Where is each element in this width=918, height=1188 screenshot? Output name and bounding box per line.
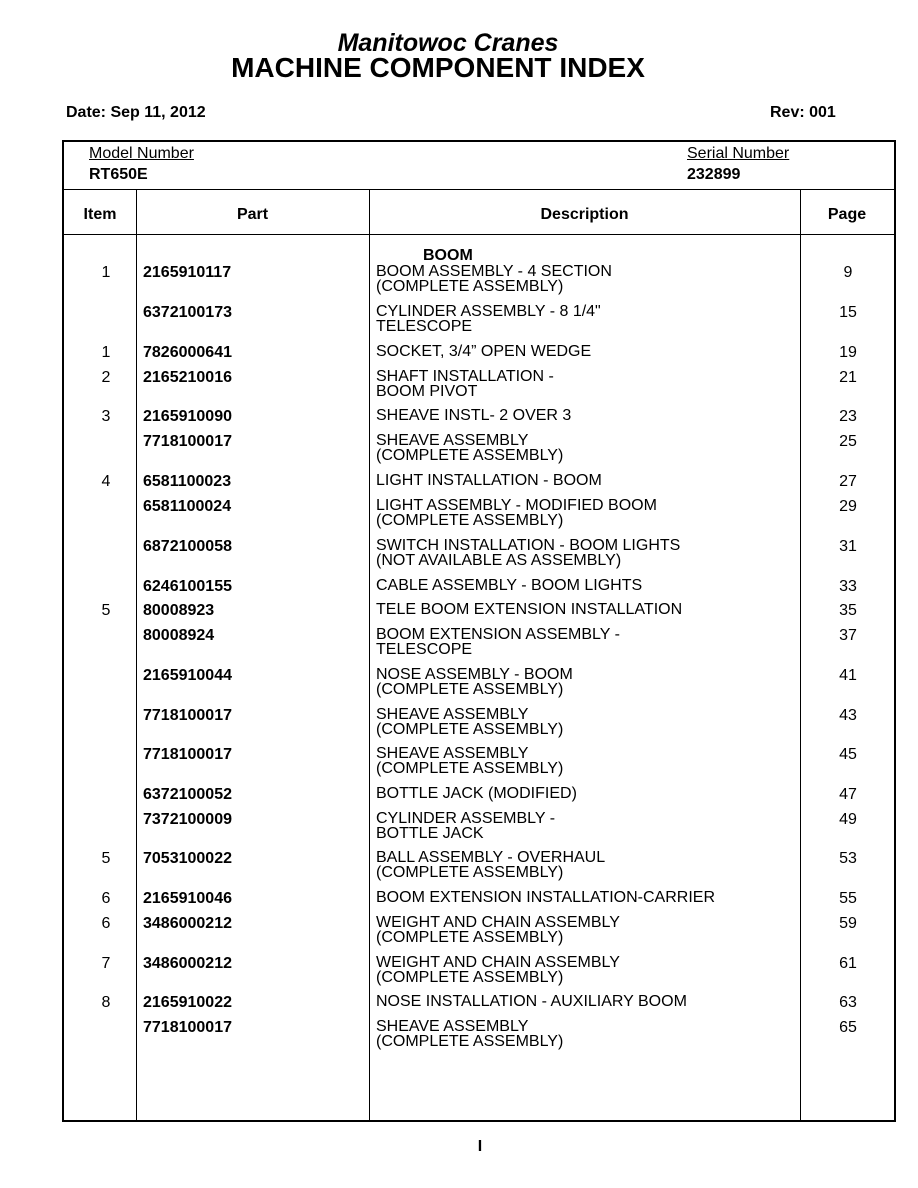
column-header-divider bbox=[64, 234, 894, 235]
model-number-value: RT650E bbox=[89, 166, 148, 183]
part-number: 7718100017 bbox=[143, 433, 232, 450]
model-number-label: Model Number bbox=[89, 145, 194, 162]
description-line: BOOM ASSEMBLY - 4 SECTION bbox=[376, 263, 612, 280]
description bbox=[376, 408, 806, 423]
item-number: 1 bbox=[101, 344, 111, 361]
part-number: 2165910046 bbox=[143, 890, 232, 907]
description bbox=[376, 369, 806, 399]
page-reference: 45 bbox=[839, 746, 857, 763]
description-line: BOOM EXTENSION INSTALLATION-CARRIER bbox=[376, 889, 716, 906]
page-reference: 59 bbox=[839, 915, 857, 932]
part-number: 7826000641 bbox=[143, 344, 232, 361]
description bbox=[376, 498, 806, 528]
description-line: CYLINDER ASSEMBLY - 8 1/4" bbox=[376, 303, 601, 320]
description-line: SHEAVE INSTL- 2 OVER 3 bbox=[376, 407, 572, 424]
description-line: (COMPLETE ASSEMBLY) bbox=[376, 929, 564, 946]
description-line: LIGHT INSTALLATION - BOOM bbox=[376, 472, 602, 489]
part-number: 6581100024 bbox=[143, 498, 232, 515]
page-reference: 49 bbox=[839, 811, 857, 828]
item-number: 1 bbox=[101, 264, 111, 281]
item-number: 3 bbox=[101, 408, 111, 425]
item-number: 5 bbox=[101, 850, 111, 867]
page-reference: 9 bbox=[843, 264, 853, 281]
description-line: BOTTLE JACK bbox=[376, 825, 484, 842]
description-line: SHEAVE ASSEMBLY bbox=[376, 432, 529, 449]
column-divider bbox=[136, 190, 137, 1120]
column-header-part: Part bbox=[236, 206, 269, 223]
item-number: 2 bbox=[101, 369, 111, 386]
description-line: NOSE INSTALLATION - AUXILIARY BOOM bbox=[376, 993, 687, 1010]
part-number: 6372100173 bbox=[143, 304, 232, 321]
column-header-description: Description bbox=[540, 206, 629, 223]
description bbox=[376, 915, 806, 945]
serial-number-value: 232899 bbox=[687, 166, 741, 183]
description-line: SOCKET, 3/4” OPEN WEDGE bbox=[376, 343, 592, 360]
part-number: 6872100058 bbox=[143, 538, 232, 555]
description bbox=[376, 850, 806, 880]
description-line: WEIGHT AND CHAIN ASSEMBLY bbox=[376, 914, 620, 931]
page-reference: 25 bbox=[839, 433, 857, 450]
page-reference: 15 bbox=[839, 304, 857, 321]
part-number: 80008923 bbox=[143, 602, 215, 619]
page-reference: 35 bbox=[839, 602, 857, 619]
description-line: (COMPLETE ASSEMBLY) bbox=[376, 512, 564, 529]
page-reference: 33 bbox=[839, 578, 857, 595]
description-line: BOOM EXTENSION ASSEMBLY - bbox=[376, 626, 620, 643]
description-line: (COMPLETE ASSEMBLY) bbox=[376, 278, 564, 295]
description bbox=[376, 538, 806, 568]
page-reference: 63 bbox=[839, 994, 857, 1011]
description bbox=[376, 890, 806, 905]
item-number: 8 bbox=[101, 994, 111, 1011]
part-number: 6581100023 bbox=[143, 473, 232, 490]
description-line: CABLE ASSEMBLY - BOOM LIGHTS bbox=[376, 577, 643, 594]
description-line: NOSE ASSEMBLY - BOOM bbox=[376, 666, 573, 683]
part-number: 7053100022 bbox=[143, 850, 232, 867]
description bbox=[376, 264, 806, 294]
page-reference: 27 bbox=[839, 473, 857, 490]
description bbox=[376, 433, 806, 463]
part-number: 7718100017 bbox=[143, 707, 232, 724]
document-date: Date: Sep 11, 2012 bbox=[66, 104, 206, 121]
description bbox=[376, 602, 806, 617]
part-number: 2165910117 bbox=[143, 264, 232, 281]
page-reference: 53 bbox=[839, 850, 857, 867]
part-number: 80008924 bbox=[143, 627, 215, 644]
description bbox=[376, 786, 806, 801]
description-line: (COMPLETE ASSEMBLY) bbox=[376, 1033, 564, 1050]
company-name: Manitowoc Cranes bbox=[337, 29, 559, 57]
description-line: TELESCOPE bbox=[376, 641, 473, 658]
page-reference: 31 bbox=[839, 538, 857, 555]
description-line: SWITCH INSTALLATION - BOOM LIGHTS bbox=[376, 537, 681, 554]
part-number: 7372100009 bbox=[143, 811, 232, 828]
description bbox=[376, 811, 806, 841]
column-header-page: Page bbox=[827, 206, 867, 223]
description bbox=[376, 344, 806, 359]
item-number: 7 bbox=[101, 955, 111, 972]
description-line: (COMPLETE ASSEMBLY) bbox=[376, 447, 564, 464]
description-line: SHEAVE ASSEMBLY bbox=[376, 745, 529, 762]
part-number: 2165910022 bbox=[143, 994, 232, 1011]
page-reference: 37 bbox=[839, 627, 857, 644]
description-line: (COMPLETE ASSEMBLY) bbox=[376, 681, 564, 698]
description bbox=[376, 707, 806, 737]
serial-number-label: Serial Number bbox=[687, 145, 790, 162]
item-number: 6 bbox=[101, 915, 111, 932]
section-heading: BOOM bbox=[423, 247, 473, 264]
item-number: 6 bbox=[101, 890, 111, 907]
page-reference: 43 bbox=[839, 707, 857, 724]
description-line: TELESCOPE bbox=[376, 318, 473, 335]
page-reference: 61 bbox=[839, 955, 857, 972]
part-number: 3486000212 bbox=[143, 955, 232, 972]
description-line: CYLINDER ASSEMBLY - bbox=[376, 810, 556, 827]
description bbox=[376, 955, 806, 985]
description bbox=[376, 1019, 806, 1049]
description-line: SHEAVE ASSEMBLY bbox=[376, 1018, 529, 1035]
description-line: BOOM PIVOT bbox=[376, 383, 478, 400]
description bbox=[376, 746, 806, 776]
description-line: BOTTLE JACK (MODIFIED) bbox=[376, 785, 577, 802]
part-number: 2165910044 bbox=[143, 667, 232, 684]
description-line: TELE BOOM EXTENSION INSTALLATION bbox=[376, 601, 683, 618]
description-line: (COMPLETE ASSEMBLY) bbox=[376, 721, 564, 738]
description bbox=[376, 304, 806, 334]
page-reference: 41 bbox=[839, 667, 857, 684]
header-divider bbox=[64, 189, 894, 190]
part-number: 3486000212 bbox=[143, 915, 232, 932]
description bbox=[376, 473, 806, 488]
page-reference: 23 bbox=[839, 408, 857, 425]
description-line: BALL ASSEMBLY - OVERHAUL bbox=[376, 849, 606, 866]
page-reference: 65 bbox=[839, 1019, 857, 1036]
description bbox=[376, 627, 806, 657]
column-divider bbox=[369, 190, 370, 1120]
description-line: WEIGHT AND CHAIN ASSEMBLY bbox=[376, 954, 620, 971]
part-number: 2165210016 bbox=[143, 369, 232, 386]
part-number: 6372100052 bbox=[143, 786, 232, 803]
page-reference: 19 bbox=[839, 344, 857, 361]
description bbox=[376, 994, 806, 1009]
description-line: LIGHT ASSEMBLY - MODIFIED BOOM bbox=[376, 497, 657, 514]
document-revision: Rev: 001 bbox=[770, 104, 836, 121]
description-line: (NOT AVAILABLE AS ASSEMBLY) bbox=[376, 552, 622, 569]
item-number: 4 bbox=[101, 473, 111, 490]
part-number: 7718100017 bbox=[143, 1019, 232, 1036]
page-reference: 21 bbox=[839, 369, 857, 386]
document-title: MACHINE COMPONENT INDEX bbox=[231, 52, 645, 83]
description-line: SHEAVE ASSEMBLY bbox=[376, 706, 529, 723]
description-line: (COMPLETE ASSEMBLY) bbox=[376, 760, 564, 777]
page-reference: 55 bbox=[839, 890, 857, 907]
page-reference: 47 bbox=[839, 786, 857, 803]
description bbox=[376, 667, 806, 697]
page-number: I bbox=[477, 1138, 483, 1155]
part-number: 2165910090 bbox=[143, 408, 232, 425]
item-number: 5 bbox=[101, 602, 111, 619]
description bbox=[376, 578, 806, 593]
description-line: (COMPLETE ASSEMBLY) bbox=[376, 969, 564, 986]
part-number: 7718100017 bbox=[143, 746, 232, 763]
part-number: 6246100155 bbox=[143, 578, 232, 595]
page-reference: 29 bbox=[839, 498, 857, 515]
component-index-table bbox=[62, 140, 896, 1122]
column-header-item: Item bbox=[83, 206, 117, 223]
description-line: (COMPLETE ASSEMBLY) bbox=[376, 864, 564, 881]
description-line: SHAFT INSTALLATION - bbox=[376, 368, 554, 385]
